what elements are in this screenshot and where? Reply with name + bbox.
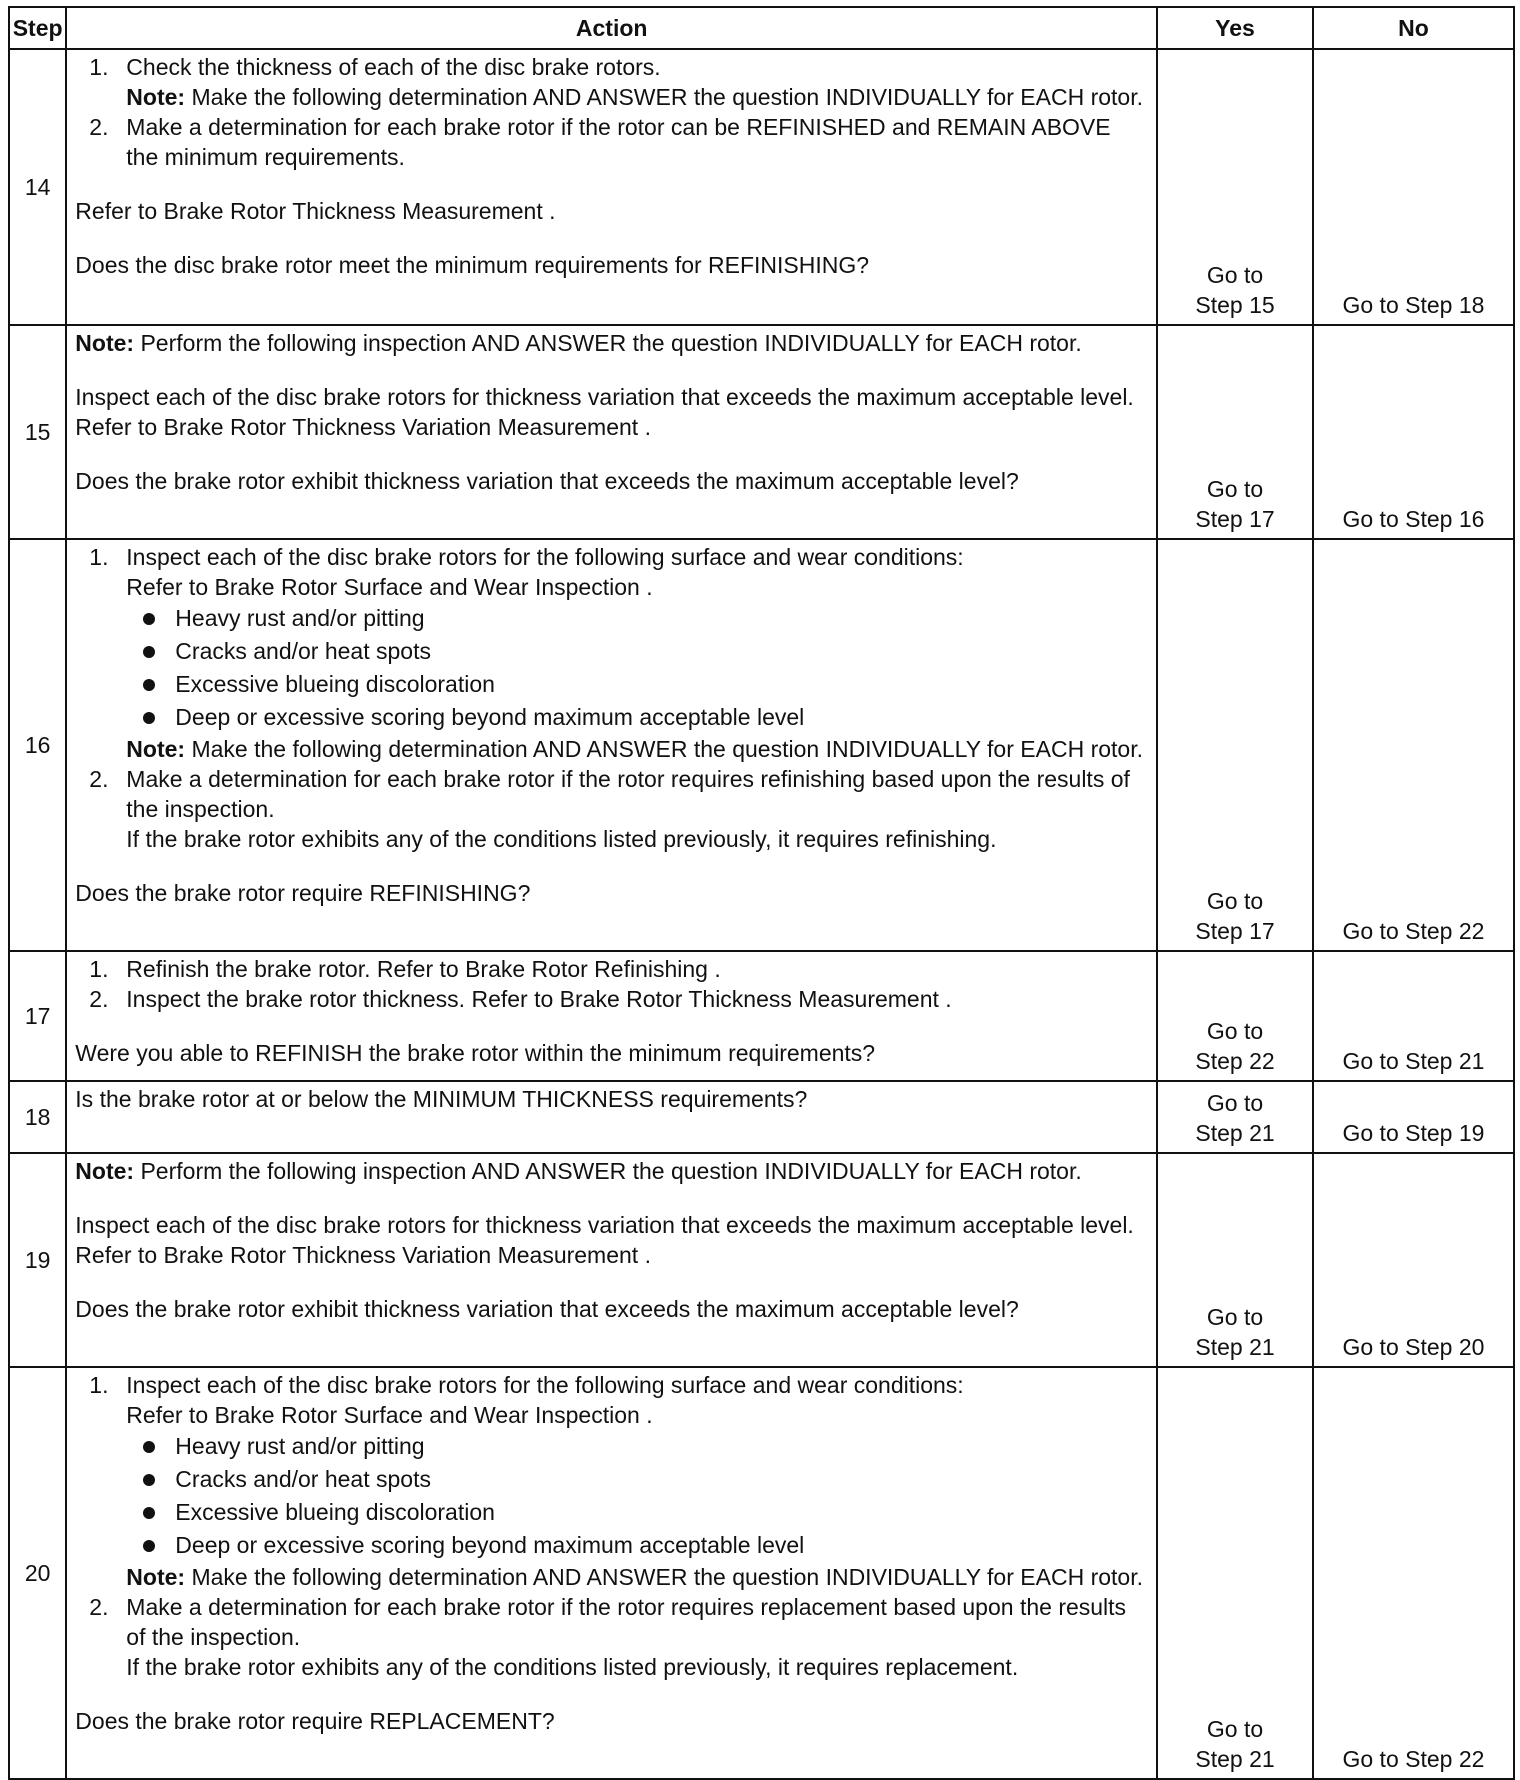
- action-cell: [66, 951, 1157, 1081]
- refer-text: Refer to Brake Rotor Thickness Measurement .: [75, 198, 556, 224]
- yes-step-link[interactable]: Step 22: [1195, 1048, 1275, 1074]
- item-number: 1.: [89, 54, 109, 80]
- action-extra-text: If the brake rotor exhibits any of the conditions listed previously, it requires replacement.: [126, 1654, 1019, 1680]
- yes-cell: [1157, 1081, 1313, 1153]
- note-label: Note:: [75, 330, 135, 356]
- yes-goto: Go to: [1206, 1018, 1264, 1044]
- yes-cell: [1157, 539, 1313, 951]
- note-text: Make the following determination AND ANSWER the question INDIVIDUALLY for EACH rotor.: [191, 84, 1143, 110]
- action-cell: 1. Inspect each of the disc brake rotors for the following surface and wear conditions: Refer to Brake Rotor Surface and Wear Inspection . Heavy rust and/or pitting Cracks and/or heat spots Excessive blueing discoloration Deep or excessive scoring beyond maximum acceptable level Note: Make the following determination AND ANSWER the question INDIVIDUALLY for EACH rotor. 2. Make a determination for each brake rotor if the rotor requires replacement based upon the results of the inspection. If the brake rotor exhibits any of the conditions listed previously, it requires replacement. Does the brake rotor require REPLACEMENT?: [66, 1367, 1157, 1779]
- body-text: Inspect each of the disc brake rotors for thickness variation that exceeds the maximum acceptable level. Refer to Brake Rotor Thickness Variation Measurement .: [75, 384, 1134, 440]
- header-no: No: [1313, 7, 1514, 49]
- yes-cell: [1157, 951, 1313, 1081]
- yes-cell: [1157, 1367, 1313, 1779]
- no-cell: [1313, 1367, 1514, 1779]
- note-label: Note:: [126, 84, 186, 110]
- item-number: 1.: [89, 956, 109, 982]
- action-text: Make a determination for each brake rotor if the rotor can be REFINISHED and REMAIN ABOVE the minimum requirements.: [126, 114, 1111, 170]
- action-cell: [66, 49, 1157, 325]
- no-cell: [1313, 49, 1514, 325]
- bullet-item: Heavy rust and/or pitting: [141, 1430, 1148, 1463]
- yes-step-link[interactable]: Step 21: [1195, 1120, 1275, 1146]
- question-text: Does the brake rotor require REPLACEMENT?: [75, 1708, 555, 1734]
- action-text: Refinish the brake rotor. Refer to Brake Rotor Refinishing .: [126, 956, 721, 982]
- refer-text: Refer to Brake Rotor Surface and Wear Inspection .: [126, 1402, 653, 1428]
- question-text: Is the brake rotor at or below the MINIMUM THICKNESS requirements?: [75, 1086, 808, 1112]
- yes-goto: Go to: [1206, 1716, 1264, 1742]
- bullet-item: Deep or excessive scoring beyond maximum acceptable level: [141, 701, 1148, 734]
- yes-cell: [1157, 49, 1313, 325]
- action-text: Inspect the brake rotor thickness. Refer to Brake Rotor Thickness Measurement .: [126, 986, 952, 1012]
- note-text: Make the following determination AND ANSWER the question INDIVIDUALLY for EACH rotor.: [191, 1564, 1143, 1590]
- table-row: [9, 1081, 1514, 1153]
- yes-step-link[interactable]: Step 15: [1195, 292, 1275, 318]
- step-number: 18: [9, 1081, 66, 1153]
- table-row: [9, 325, 1514, 539]
- bullet-item: Excessive blueing discoloration: [141, 668, 1148, 701]
- no-step-link[interactable]: Go to Step 22: [1342, 918, 1485, 944]
- step-number: 14: [9, 49, 66, 325]
- header-action: Action: [66, 7, 1157, 49]
- action-cell: [66, 1153, 1157, 1367]
- table-row: [9, 1153, 1514, 1367]
- action-text: Check the thickness of each of the disc brake rotors.: [126, 54, 661, 80]
- question-text: Does the brake rotor exhibit thickness variation that exceeds the maximum acceptable level?: [75, 1296, 1019, 1322]
- yes-goto: Go to: [1206, 1090, 1264, 1116]
- table-row: [9, 539, 1514, 951]
- no-cell: [1313, 325, 1514, 539]
- action-cell: [66, 1081, 1157, 1153]
- yes-step-link[interactable]: Step 17: [1195, 506, 1275, 532]
- yes-goto: Go to: [1206, 262, 1264, 288]
- action-text: Make a determination for each brake rotor if the rotor requires refinishing based upon the results of the inspection.: [126, 766, 1130, 822]
- yes-goto: Go to: [1206, 888, 1264, 914]
- body-text: Inspect each of the disc brake rotors for thickness variation that exceeds the maximum acceptable level. Refer to Brake Rotor Thickness Variation Measurement .: [75, 1212, 1134, 1268]
- no-step-link[interactable]: Go to Step 21: [1342, 1048, 1485, 1074]
- table-row: [9, 1367, 1514, 1779]
- note-text: Make the following determination AND ANSWER the question INDIVIDUALLY for EACH rotor.: [191, 736, 1143, 762]
- step-number: 15: [9, 325, 66, 539]
- question-text: Were you able to REFINISH the brake rotor within the minimum requirements?: [75, 1040, 876, 1066]
- table-row: [9, 951, 1514, 1081]
- no-cell: [1313, 951, 1514, 1081]
- table-row: [9, 49, 1514, 325]
- bullet-item: Heavy rust and/or pitting: [141, 602, 1148, 635]
- no-step-link[interactable]: Go to Step 18: [1342, 292, 1485, 318]
- note-text: Perform the following inspection AND ANSWER the question INDIVIDUALLY for EACH rotor.: [140, 330, 1082, 356]
- step-number: 20: [9, 1367, 66, 1779]
- bullet-item: Deep or excessive scoring beyond maximum acceptable level: [141, 1529, 1148, 1562]
- diagnostic-table-document: [8, 6, 1515, 1780]
- no-step-link[interactable]: Go to Step 22: [1342, 1746, 1485, 1772]
- step-number: 19: [9, 1153, 66, 1367]
- yes-goto: Go to: [1206, 476, 1264, 502]
- step-number: 16: [9, 539, 66, 951]
- no-step-link[interactable]: Go to Step 16: [1342, 506, 1485, 532]
- yes-step-link[interactable]: Step 21: [1195, 1334, 1275, 1360]
- item-number: 2.: [89, 986, 109, 1012]
- diagnostic-table: [8, 6, 1515, 1780]
- no-cell: [1313, 1081, 1514, 1153]
- yes-cell: [1157, 325, 1313, 539]
- refer-text: Refer to Brake Rotor Surface and Wear Inspection .: [126, 574, 653, 600]
- yes-step-link[interactable]: Step 17: [1195, 918, 1275, 944]
- action-cell: [66, 325, 1157, 539]
- question-text: Does the brake rotor exhibit thickness variation that exceeds the maximum acceptable level?: [75, 468, 1019, 494]
- note-label: Note:: [126, 1564, 186, 1590]
- note-label: Note:: [126, 736, 186, 762]
- question-text: Does the brake rotor require REFINISHING?: [75, 880, 531, 906]
- question-text: Does the disc brake rotor meet the minimum requirements for REFINISHING?: [75, 252, 870, 278]
- header-step: Step: [9, 7, 66, 49]
- bullet-item: Cracks and/or heat spots: [141, 635, 1148, 668]
- action-cell: 1. Inspect each of the disc brake rotors for the following surface and wear conditions: Refer to Brake Rotor Surface and Wear Inspection . Heavy rust and/or pitting Cracks and/or heat spots Excessive blueing discoloration Deep or excessive scoring beyond maximum acceptable level Note: Make the following determination AND ANSWER the question INDIVIDUALLY for EACH rotor. 2. Make a determination for each brake rotor if the rotor requires refinishing based upon the results of the inspection. If the brake rotor exhibits any of the conditions listed previously, it requires refinishing. Does the brake rotor require REFINISHING?: [66, 539, 1157, 951]
- yes-goto: Go to: [1206, 1304, 1264, 1330]
- action-extra-text: If the brake rotor exhibits any of the conditions listed previously, it requires refinishing.: [126, 826, 997, 852]
- header-row: [9, 7, 1514, 49]
- no-cell: [1313, 539, 1514, 951]
- item-number: 2.: [89, 114, 109, 140]
- bullet-item: Cracks and/or heat spots: [141, 1463, 1148, 1496]
- step-number: 17: [9, 951, 66, 1081]
- no-cell: [1313, 1153, 1514, 1367]
- bullet-item: Excessive blueing discoloration: [141, 1496, 1148, 1529]
- no-step-link[interactable]: Go to Step 19: [1342, 1120, 1485, 1146]
- header-yes: Yes: [1157, 7, 1313, 49]
- note-text: Perform the following inspection AND ANSWER the question INDIVIDUALLY for EACH rotor.: [140, 1158, 1082, 1184]
- note-label: Note:: [75, 1158, 135, 1184]
- yes-cell: [1157, 1153, 1313, 1367]
- no-step-link[interactable]: Go to Step 20: [1342, 1334, 1485, 1360]
- action-text: Inspect each of the disc brake rotors for the following surface and wear conditions:: [126, 1372, 964, 1398]
- yes-step-link[interactable]: Step 21: [1195, 1746, 1275, 1772]
- action-text: Inspect each of the disc brake rotors for the following surface and wear conditions:: [126, 544, 964, 570]
- action-text: Make a determination for each brake rotor if the rotor requires replacement based upon the results of the inspection.: [126, 1594, 1127, 1650]
